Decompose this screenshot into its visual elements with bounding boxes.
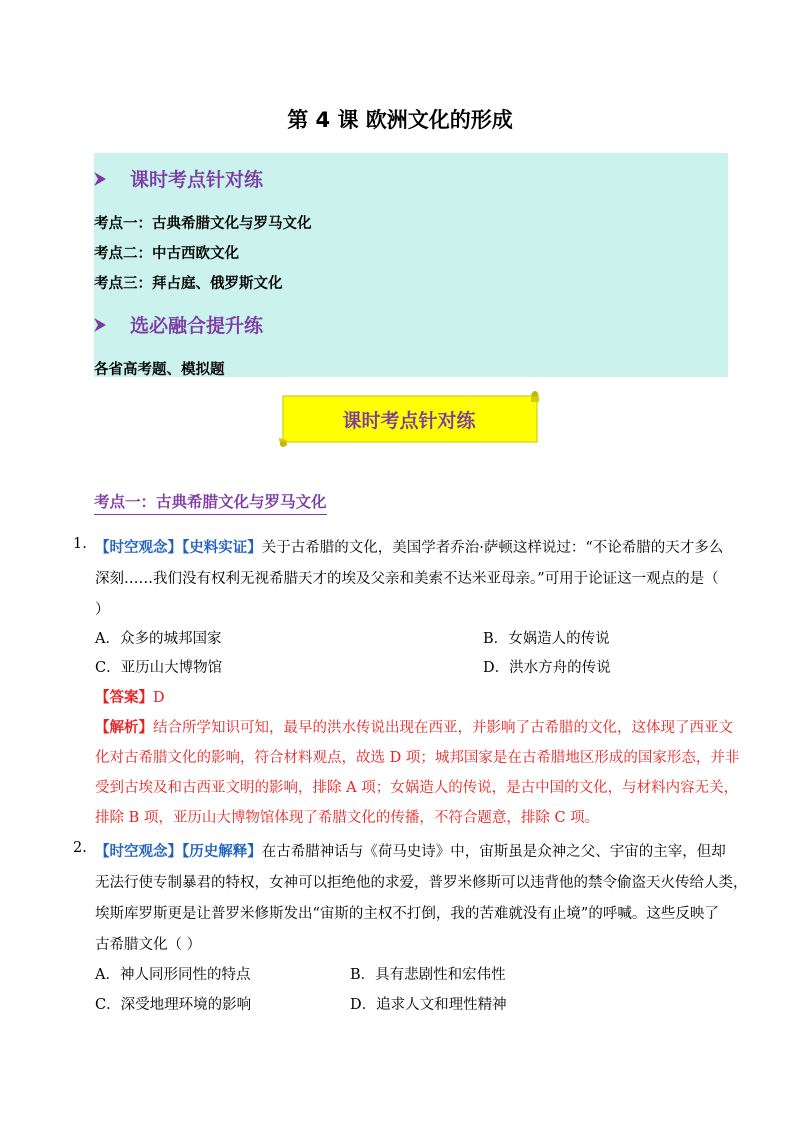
question-1-line-2: 深刻……我们没有权利无视希腊天才的埃及父亲和美索不达米亚母亲。”可用于论证这一观点的是（ — [95, 571, 719, 587]
option-d: D．追求人文和理性精神 — [350, 997, 507, 1013]
banner-label: 课时考点针对练 — [342, 410, 476, 432]
analysis-tag: 【解析】 — [95, 719, 153, 736]
option-c: C．深受地理环境的影响 — [95, 997, 252, 1013]
arrow-right-icon — [94, 318, 106, 332]
analysis-line-1: 【解析】结合所学知识可知，最早的洪水传说出现在西亚，并影响了古希腊的文化，这体现了西亚文 — [95, 719, 733, 736]
question-2-line-1: 【时空观念】【历史解释】在古希腊神话与《荷马史诗》中，宙斯虽是众神之父、宇宙的主宰，但却 — [95, 843, 726, 860]
section-title: 考点一：古典希腊文化与罗马文化 — [94, 490, 327, 515]
question-number: 1. — [73, 536, 87, 552]
question-number: 2. — [73, 840, 87, 856]
toc-heading-practice: 课时考点针对练 — [94, 165, 263, 192]
tag-evidence: 【史料实证】 — [182, 539, 262, 556]
toc-point-1: 考点一：古典希腊文化与罗马文化 — [94, 215, 312, 232]
toc-extra: 各省高考题、模拟题 — [94, 361, 225, 378]
analysis-line-3: 受到古埃及和古西亚文明的影响，排除 A 项；女娲造人的传说，是古中国的文化，与材料内容无关， — [95, 780, 739, 796]
toc-point-2: 考点二：中古西欧文化 — [94, 245, 239, 262]
option-d: D．洪水方舟的传说 — [483, 660, 611, 676]
option-c: C．亚历山大博物馆 — [95, 660, 223, 676]
arrow-right-icon — [94, 172, 106, 186]
tag-interpretation: 【历史解释】 — [182, 843, 262, 860]
option-a: A．众多的城邦国家 — [95, 631, 222, 647]
option-b: B．具有悲剧性和宏伟性 — [350, 967, 506, 983]
question-2-line-2: 无法行使专制暴君的特权，女神可以拒绝他的求爱，普罗米修斯可以违背他的禁令偷盗天火传给人类， — [95, 875, 748, 891]
answer-value: D — [153, 690, 165, 706]
tag-space-time: 【时空观念】 — [95, 539, 182, 556]
question-1-line-1: 【时空观念】【史料实证】关于古希腊的文化，美国学者乔治·萨顿这样说过：“不论希腊的天才多么 — [95, 539, 724, 556]
answer-tag: 【答案】 — [95, 689, 153, 706]
question-2-line-4: 古希腊文化（ ） — [95, 937, 202, 953]
page-title: 第 4 课 欧洲文化的形成 — [287, 108, 513, 132]
option-a: A．神人同形同性的特点 — [95, 967, 251, 983]
section-banner — [277, 388, 541, 450]
analysis-line-2: 化对古希腊文化的影响，符合材料观点，故选 D 项；城邦国家是在古希腊地区形成的国家形态，并非 — [95, 750, 740, 766]
toc-box — [94, 153, 728, 377]
analysis-line-4: 排除 B 项，亚历山大博物馆体现了希腊文化的传播，不符合题意，排除 C 项。 — [95, 810, 600, 826]
tag-space-time: 【时空观念】 — [95, 843, 182, 860]
question-2-line-3: 埃斯库罗斯更是让普罗米修斯发出“宙斯的主权不打倒，我的苦难就没有止境”的呼喊。这些反映了 — [95, 906, 719, 922]
option-b: B．女娲造人的传说 — [483, 631, 610, 647]
question-1-line-3: ） — [95, 602, 110, 618]
answer — [95, 686, 165, 707]
toc-heading-advanced: 选必融合提升练 — [94, 311, 263, 338]
toc-point-3: 考点三：拜占庭、俄罗斯文化 — [94, 275, 283, 292]
